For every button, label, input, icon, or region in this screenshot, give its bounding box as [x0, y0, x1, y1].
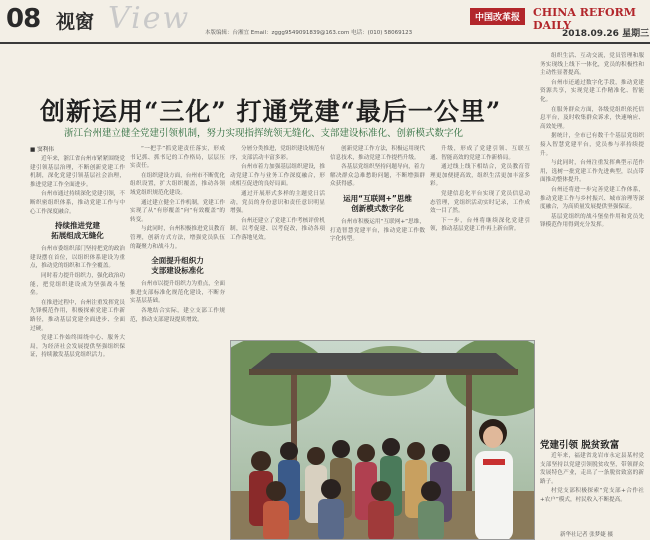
section-name-en: View [108, 1, 191, 36]
article-column-5: 升级，形成了党建引领、互联互通、智能高效的党建工作新格局。 通过线上线下相结合，党员教育管理更加便捷高效，组织生活更加丰富多彩。 党建信息化平台实现了党员信息动态管理，党组织活动实时记录，工作成效一目了然。 下一步，台州将继续深化党建引领，推动基层党建工作再上新台阶。 [430, 146, 530, 233]
masthead [0, 0, 650, 44]
section-title-1: 持续推进党建 拓展组成无缝化 [51, 221, 104, 241]
photo-credit: 新华社记者 张梦婕 摄 [560, 532, 613, 538]
section-title-2: 全面提升组织力 支部建设标准化 [151, 256, 204, 276]
article-column-6: 组织生活、互动交流，党员管理和服务实现线上线下一体化，党员的积极性和主动性显著提高。 台州市还通过数字化手段，推动党建资源共享，实现党建工作精准化、智能化。 在服务群众方面，各级党组织依托信息平台，及时收集群众诉求，快速响应、高效处理。 据统计，全市已有数千个基层党组织接入智慧党建平台，党员参与率持续提升。 与此同时，台州注重发挥典型示范作用，选树一批党建工作先进典型，以点带面推动整体提升。 台州还将进一步完善党建工作体系，推动党建工作与乡村振兴、城市治理等深度融合，为高质量发展提供坚强保证。 基层党组织的战斗堡垒作用和党员先锋模范作用得到充分发挥。 [540, 53, 644, 229]
section-name: 视窗 [56, 11, 95, 33]
editor-info: 本版编辑：台湘宜 Email：zggg9549091839@163.com 电话：(010) 58069123 [205, 30, 413, 36]
section-title-3: 运用“互联网+”思维 创新模式数字化 [343, 193, 412, 213]
article-column-2: “一把手”抓党建责任落实，形成书记抓、抓书记的工作格局，层层压实责任。 在组织建设方面，台州市不断优化组织设置，扩大组织覆盖，推动各领域党组织规范化建设。 通过建立健全工作机制，党建工作实现了从“有形覆盖”向“有效覆盖”的转变。 与此同时，台州积极推进党员教育管理，创新方式方法，增强党员队伍的凝聚力和战斗力。 全面提升组织力 支部建设标准化 台州市以提升组织力为重点，全面推进支部标准化规范化建设，不断夯实基层基础。 各地结合实际，建立支部工作规范，推动支部建设提质增效。 [130, 146, 225, 323]
villagers-gathering-photo [231, 341, 535, 540]
article-column-1: ■ 窦利伟 近年来，浙江省台州市紧紧围绕党建引领基层治理，不断创新党建工作机制，深化党建引领基层社会治理，推进党建工作全面进步。 台州市通过持续深化党建引领，不断织密组织体系，推动党建工作与中心工作深度融合。 持续推进党建 拓展组成无缝化 台州市委组织部门坚持把党的政治建设摆在首位，以组织体系建设为重点，推动党的组织和工作全覆盖。 同时着力提升组织力，强化政治功能，把党组织建设成为坚强战斗堡垒。 在推进过程中，台州注重发挥党员先锋模范作用，积极探索党建工作新路径，推动基层党建全面进步、全面过硬。 党建工作始终围绕中心、服务大局，为经济社会发展提供坚强组织保证，持续激发基层党组织活力。 [30, 147, 125, 359]
article-column-3: 分層分类推进，党组织建设规范有序，支部活动丰富多彩。 台州市着力加强基层组织建设，推动党建工作与业务工作深度融合，形成相互促进的良好局面。 通过开展形式多样的主题党日活动，党员的身份意识和责任意识明显增强。 台州还建立了党建工作考核评价机制，以考促建、以考促改，推动各项工作落地见效。 [230, 146, 325, 241]
paper-logo: 中国改革报 [470, 8, 525, 25]
article-column-4: 创新党建工作方法，积极运用现代信息技术，推动党建工作提档升级。 各基层党组织坚持问题导向，着力解决群众急难愁盼问题，不断增强群众获得感。 运用“互联网+”思维 创新模式数字化 台州市积极运用“互联网+”思维，打造智慧党建平台，推动党建工作数字化转型。 [330, 146, 425, 243]
news-photo [230, 340, 535, 540]
page-number: 08 [6, 4, 41, 34]
issue-date: 2018.09.26 星期三 [562, 29, 650, 39]
sidebar-title: 党建引领 脱贫致富 [540, 440, 620, 451]
article-headline: 创新运用“三化” 打通党建“最后一公里” [40, 97, 502, 126]
paper-name-en: CHINA REFORM DAILY [533, 6, 636, 32]
masthead-rule [0, 42, 650, 44]
sidebar-body: 近年来，福建省龙岩市永定县某村党支部坚持以党建引领脱贫攻坚，带领群众发展特色产业，走出了一条脱贫致富的新路子。 村党支部积极探索“党支部+合作社+农户”模式，村民收入不断提高。 [540, 453, 644, 503]
article-subhead: 浙江台州建立健全党建引领机制，努力实现指挥统领无缝化、支部建设标准化、创新模式数字化 [64, 128, 464, 139]
article-byline: ■ 窦利伟 [30, 147, 54, 153]
